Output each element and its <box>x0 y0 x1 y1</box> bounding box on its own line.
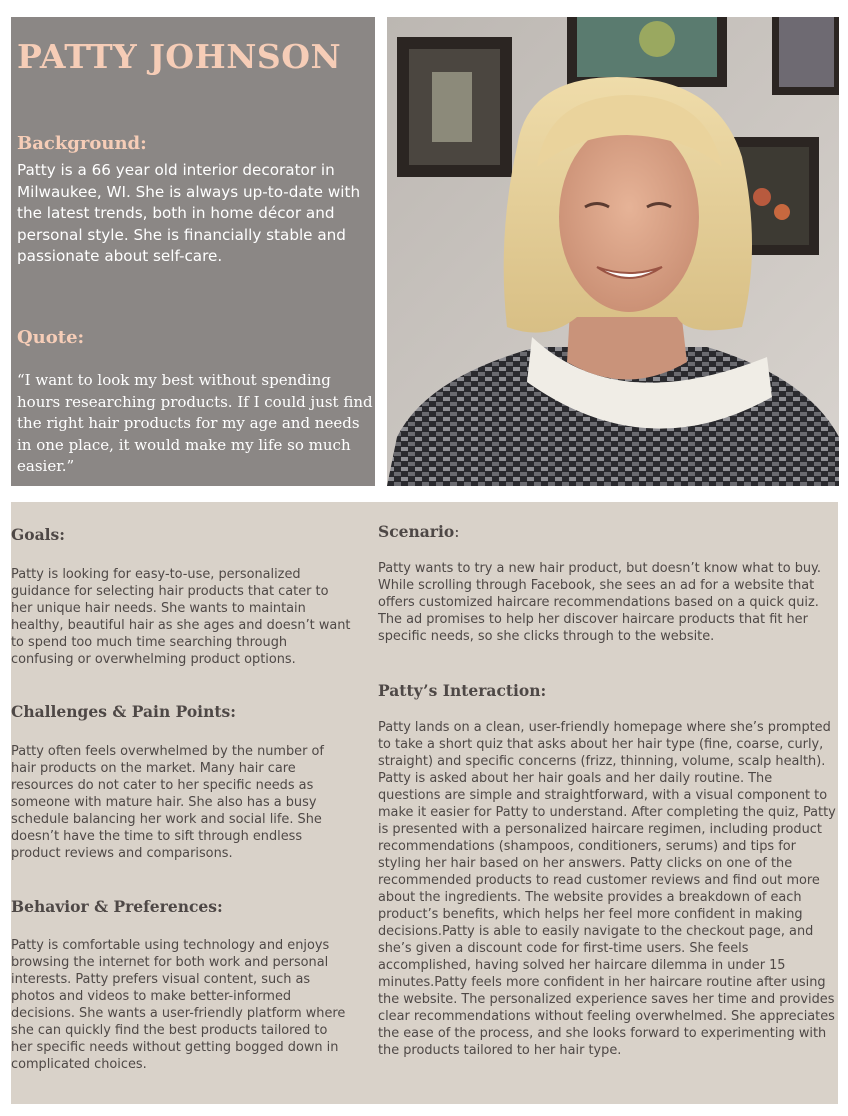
persona-details-panel <box>11 502 838 1104</box>
quote-heading: Quote: <box>17 327 85 348</box>
scenario-heading <box>378 522 459 542</box>
scenario-heading-colon: : <box>454 523 460 541</box>
goals-heading: Goals: <box>11 525 65 544</box>
persona-name: PATTY JOHNSON <box>17 37 342 76</box>
interaction-heading: Patty’s Interaction: <box>378 681 547 700</box>
scenario-text: Patty wants to try a new hair product, but doesn’t know what to buy. While scrolling through Facebook, she sees an ad for a website that offers customized haircare recommendations based on a quick quiz. The ad promises to help her discover haircare products that fit her specific needs, so she clicks through to the website. <box>378 561 821 644</box>
behavior-text: Patty is comfortable using technology and enjoys browsing the internet for both work and personal interests. Patty prefers visual content, such as photos and videos to make better-informed decisions. She wants a user-friendly platform where she can quickly find the best products tailored to her specific needs without getting bogged down in complicated choices. <box>11 938 346 1072</box>
challenges-heading: Challenges & Pain Points: <box>11 702 236 721</box>
background-text: Patty is a 66 year old interior decorator in Milwaukee, WI. She is always up-to-date with the latest trends, both in home décor and personal style. She is financially stable and passionate about self-care. <box>17 161 361 265</box>
goals-text: Patty is looking for easy-to-use, personalized guidance for selecting hair products that cater to her unique hair needs. She wants to maintain healthy, beautiful hair as she ages and doesn’t want to spend too much time searching through confusing or overwhelming product options. <box>11 567 351 667</box>
quote-text: “I want to look my best without spending hours researching products. If I could just find the right hair products for my age and needs in one place, it would make my life so much easier.” <box>17 371 373 475</box>
challenges-text: Patty often feels overwhelmed by the number of hair products on the market. Many hair care resources do not cater to her specific needs as someone with mature hair. She also has a busy schedule balancing her work and social life. She doesn’t have the time to sift through endless product reviews and comparisons. <box>11 744 324 861</box>
persona-photo <box>387 17 839 486</box>
behavior-heading: Behavior & Preferences: <box>11 897 223 916</box>
persona-summary-panel <box>11 17 375 486</box>
background-heading: Background: <box>17 133 147 154</box>
scenario-heading-label: Scenario <box>378 522 455 541</box>
interaction-text: Patty lands on a clean, user-friendly homepage where she’s prompted to take a short quiz that asks about her hair type (fine, coarse, curly, straight) and specific concerns (frizz, thinning, volume, scalp health). Patty is asked about her hair goals and her daily routine. The questions are simple and straightforward, with a visual component to make it easier for Patty to understand. After completing the quiz, Patty is presented with a personalized haircare regimen, including product recommendations (shampoos, conditioners, serums) and tips for styling her hair based on her answers. Patty clicks on one of the recommended products to read customer reviews and find out more about the ingredients. The website provides a breakdown of each product’s benefits, which helps her feel more confident in making decisions.Patty is able to easily navigate to the checkout page, and she’s given a discount code for first-time users. She feels accomplished, having solved her haircare dilemma in under 15 minutes.Patty feels more confident in her haircare routine after using the website. The personalized experience saves her time and provides clear recommendations without feeling overwhelmed. She appreciates the ease of the process, and she looks forward to experimenting with the products tailored to her hair type. <box>378 720 836 1058</box>
